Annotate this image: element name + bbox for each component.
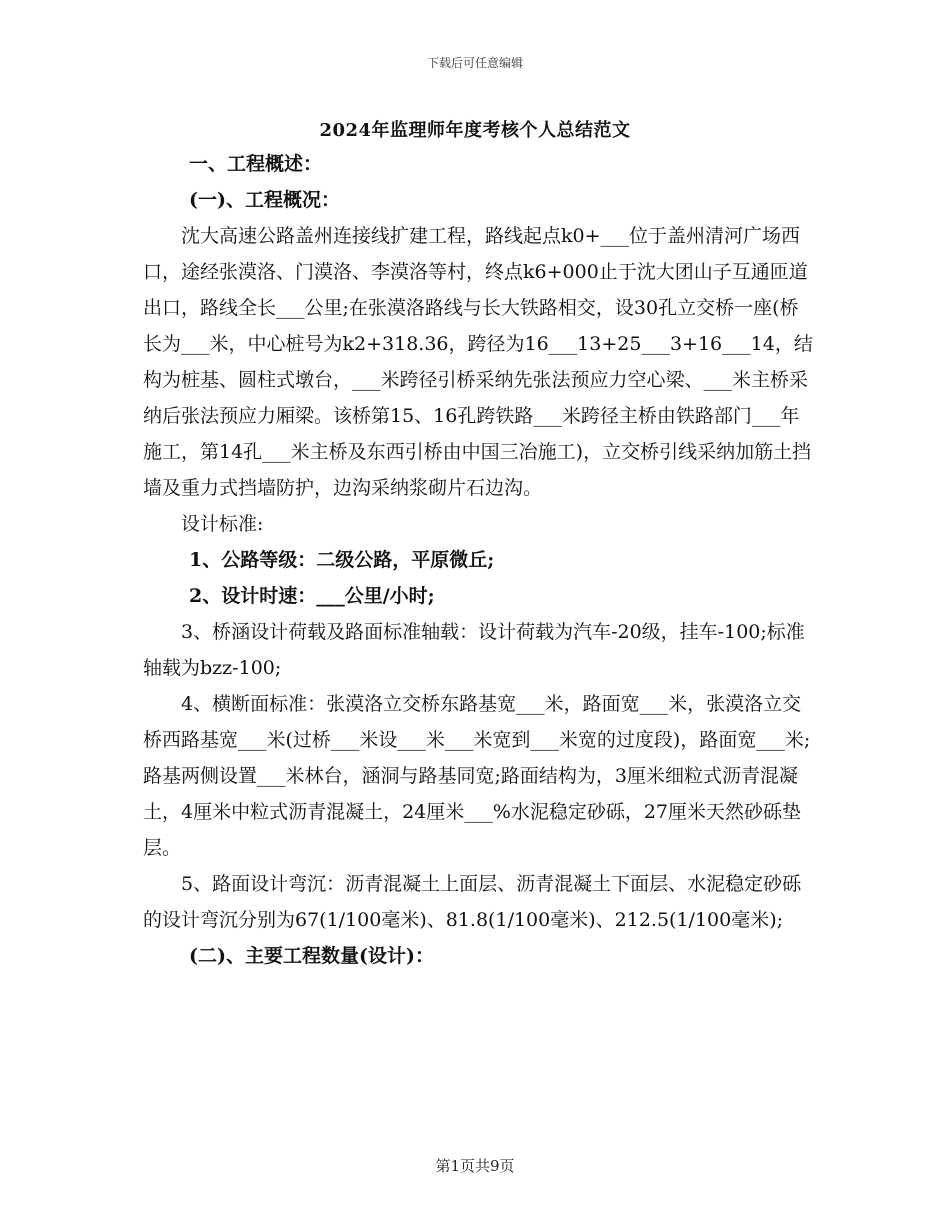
standard-item-4: 4、横断面标准：张漠洛立交桥东路基宽___米，路面宽___米，张漠洛立交桥西路基宽___米(过桥___米设___米___米宽到___米宽的过度段)，路面宽___米;路基两侧设置___米林台，涵洞与路基同宽;路面结构为，3厘米细粒式沥青混凝土，4厘米中粒式沥青混凝土，24厘米___%水泥稳定砂砾，27厘米天然砂砾垫层。	[143, 693, 811, 859]
document-body	[143, 146, 813, 974]
section-heading-1: 一、工程概述：	[189, 153, 323, 175]
standard-item-2: 2、设计时速：___公里/小时;	[189, 585, 435, 607]
page-number: 第1页共9页	[435, 1157, 515, 1175]
section-heading-1-2: (二)、主要工程数量(设计)：	[189, 945, 434, 967]
standard-item-1: 1、公路等级：二级公路，平原微丘;	[189, 549, 495, 571]
overview-paragraph: 沈大高速公路盖州连接线扩建工程，路线起点k0+___位于盖州清河广场西口，途经张漠洛、门漠洛、李漠洛等村，终点k6+000止于沈大团山子互通匝道出口，路线全长___公里;在张漠洛路线与长大铁路相交，设30孔立交桥一座(桥长为___米，中心桩号为k2+318.36，跨径为16___13+25___3+16___14，结构为桩基、圆柱式墩台，___米跨径引桥采纳先张法预应力空心梁、___米主桥采纳后张法预应力厢梁。该桥第15、16孔跨铁路___米跨径主桥由铁路部门___年施工，第14孔___米主桥及东西引桥由中国三冶施工)，立交桥引线采纳加筋土挡墙及重力式挡墙防护，边沟采纳浆砌片石边沟。	[143, 225, 813, 499]
document-title: 2024年监理师年度考核个人总结范文	[319, 120, 631, 141]
header-note: 下载后可任意编辑	[426, 56, 523, 70]
section-heading-1-1: (一)、工程概况：	[189, 189, 340, 211]
design-standard-label: 设计标准:	[181, 513, 264, 535]
standard-item-3: 3、桥涵设计荷载及路面标准轴载：设计荷载为汽车-20级，挂车-100;标准轴载为bzz-100;	[143, 621, 805, 679]
standard-item-5: 5、路面设计弯沉：沥青混凝土上面层、沥青混凝土下面层、水泥稳定砂砾的设计弯沉分别为67(1/100毫米)、81.8(1/100毫米)、212.5(1/100毫米);	[143, 873, 802, 931]
